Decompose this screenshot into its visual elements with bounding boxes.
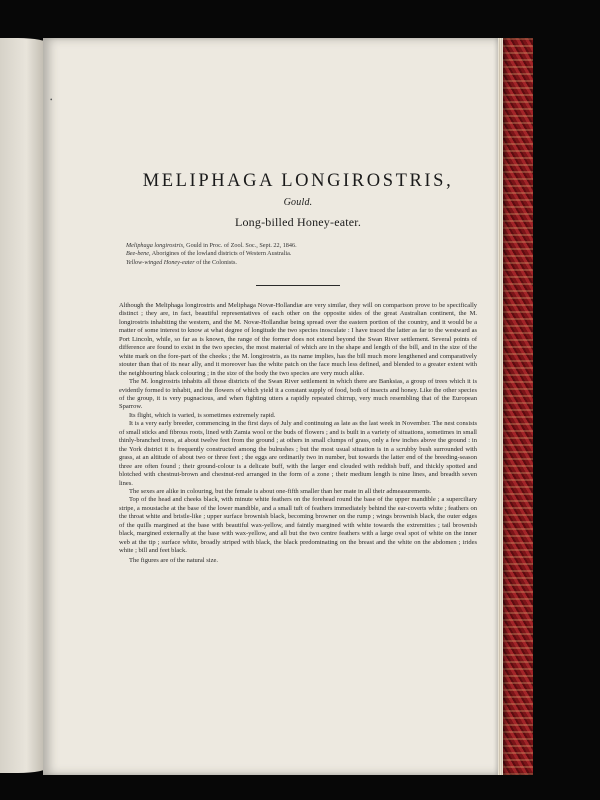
synonym-list [126,242,466,267]
author-name: Gould. [283,197,313,208]
facing-page-edge [0,38,48,773]
synonym-line [126,250,466,258]
title-block [133,171,463,230]
body-text [119,302,477,565]
synonym-name: Yellow-winged Honey-eater [126,258,195,266]
gutter-mark: • [50,96,53,104]
paragraph: Although the Meliphaga longirostris and Meliphaga Novæ-Hollandiæ are very similar, they will on comparison prove to be specifically distinct ; they are, in fact, beautiful representatives of each other on the opposite sides of the great Australian continent, the M. longirostris inhabiting the western, and the M. Novæ-Hollandiæ being spread over the eastern portion of the country, and it would be a matter of some interest to know at what degree of longitude the two species inosculate : I have traced the latter as far to the westward as Port Lincoln, while, so far as is known, the range of the former does not extend beyond the Swan River settlement. Several points of difference are found to exist in the two species, the most material of which are in the shape and length of the bill, and in the size of the white mark on the fore-part of the cheeks ; the M. longirostris, as its name implies, has the bill much more lengthened and comparatively stouter than that of its near ally, and it moreover has the white patch on the face much less defined, and blended to a greater extent with the neighbouring black colouring ; in the size of the body the two species are very much alike. [119,302,477,377]
synonym-detail: Gould in Proc. of Zool. Soc., Sept. 22, 1846. [184,242,297,249]
paragraph: The figures are of the natural size. [129,556,218,564]
marbled-binding [503,38,533,775]
synonym-name: Meliphaga longirostris, [126,242,185,249]
synonym-line [126,259,466,267]
species-heading [133,171,463,210]
synonym-detail: Aborigines of the lowland districts of Western Australia. [150,250,292,258]
paragraph: Its flight, which is varied, is sometimes extremely rapid. [129,411,276,419]
synonym-name: Bee-bene, [126,250,151,258]
divider-rule [256,285,340,286]
scientific-name: MELIPHAGA LONGIROSTRIS, [142,171,454,191]
book-page [43,38,498,775]
common-name: Long-billed Honey-eater. [234,215,362,229]
synonym-detail: of the Colonists. [194,258,237,266]
paragraph: The M. longirostris inhabits all those districts of the Swan River settlement in which there are Banksias, a group of trees which it is evidently formed to inhabit, and the flowers of which yield it a constant supply of food, both of insects and honey. Like the other species of the group, it is very pugnacious, and when fighting utters a rapidly repeated chirrup, very much resembling that of the European Sparrow. [119,378,477,411]
paragraph: It is a very early breeder, commencing in the first days of July and continuing as late as the last week in November. The nest consists of small sticks and fibrous roots, lined with Zamia wool or the buds of flowers ; and is built in a variety of situations, sometimes in small thinly-branched trees, at about twelve feet from the ground ; at others in small clumps of grass, only a few inches above the ground : in the York district it is frequently constructed among the bulrushes ; but the most usual situation is in a scrubby bush surrounded with grass, at an altitude of about two or three feet ; the eggs are ordinarily two in number, but towards the latter end of the breeding-season three are often found ; their ground-colour is a delicate buff, with the larger end clouded with reddish buff, and thickly spotted and blotched with chestnut-brown and chestnut-red arranged in the form of a zone ; their medium length is nine lines, and breadth seven lines. [119,420,477,487]
paragraph: Top of the head and cheeks black, with minute white feathers on the forehead round the base of the upper mandible ; a superciliary stripe, a moustache at the base of the lower mandible, and a small tuft of feathers immediately behind the ear-coverts white ; feathers on the throat white and bristle-like ; upper surface brownish black, becoming browner on the rump ; wings brownish black, the outer edges of the quills margined at the base with beautiful wax-yellow, and faintly margined with white towards the extremities ; tail brownish black, margined externally at the base with wax-yellow, and all but the two centre feathers with a large oval spot of white on the inner web at the tip ; surface white, broadly striped with black, the black predominating on the breast and the white on the abdomen ; irides white ; bill and feet black. [119,496,477,555]
synonym-line [126,242,466,250]
paragraph: The sexes are alike in colouring, but the female is about one-fifth smaller than her mate in all their admeasurements. [129,487,432,495]
